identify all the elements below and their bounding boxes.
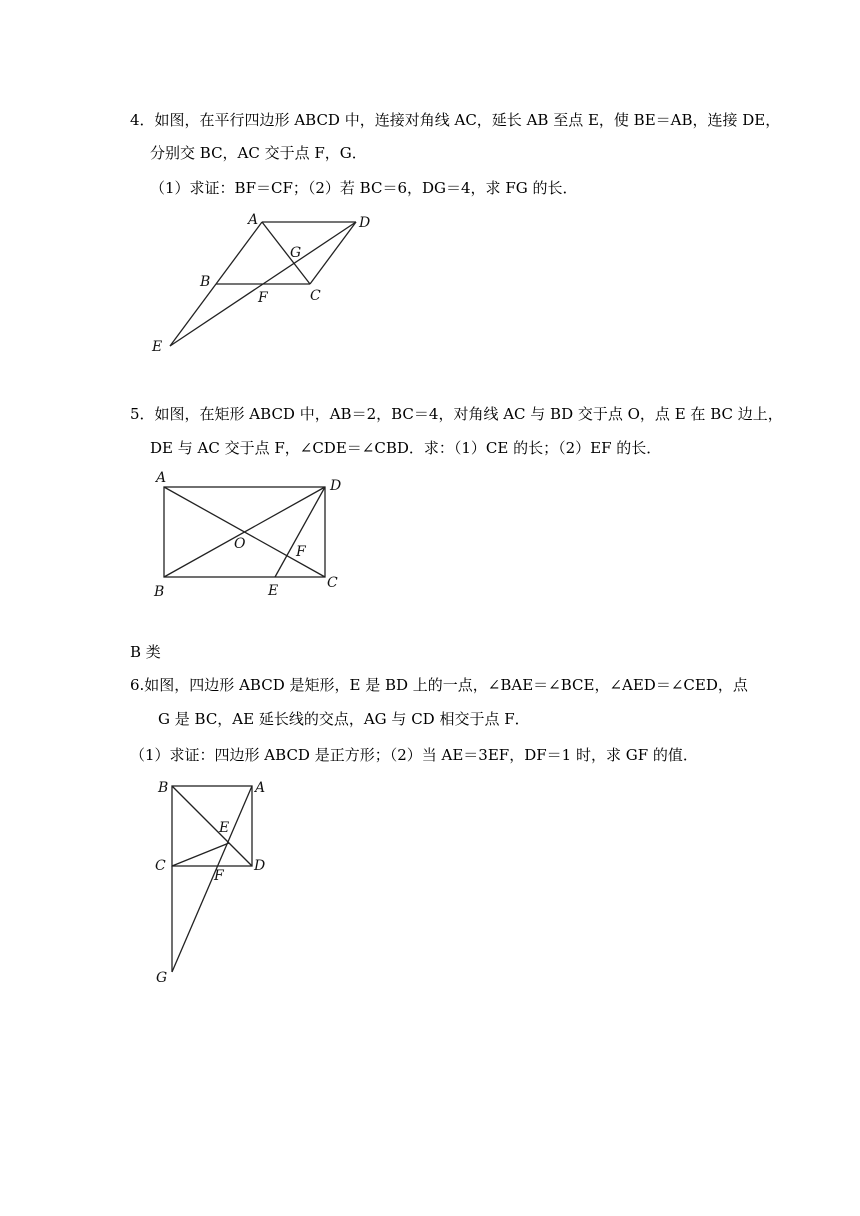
label-d: D xyxy=(359,215,371,231)
q5-line-1: 5．如图，在矩形 ABCD 中，AB＝2，BC＝4，对角线 AC 与 BD 交于点 O，点 E 在 BC 边上， xyxy=(130,405,783,423)
label-g: G xyxy=(156,970,168,986)
q4-line-2: 分别交 BC，AC 交于点 F，G． xyxy=(150,144,367,162)
q4-line-1: 4．如图，在平行四边形 ABCD 中，连接对角线 AC，延长 AB 至点 E，使 BE＝AB，连接 DE， xyxy=(130,111,781,129)
segment-ab xyxy=(216,222,262,284)
label-f: F xyxy=(258,290,268,306)
label-f: F xyxy=(214,868,224,884)
label-b: B xyxy=(200,274,211,290)
segment-be xyxy=(170,284,216,346)
label-a: A xyxy=(255,780,266,796)
q5-line-2: DE 与 AC 交于点 F，∠CDE＝∠CBD．求：（1）CE 的长；（2）EF 的长． xyxy=(150,439,662,457)
q6-line-3: （1）求证：四边形 ABCD 是正方形；（2）当 AE＝3EF，DF＝1 时，求 GF 的值． xyxy=(130,746,698,764)
diagonal-bd xyxy=(172,786,252,866)
label-e: E xyxy=(152,339,163,355)
label-d: D xyxy=(330,478,342,494)
q6-line-1: 6.如图，四边形 ABCD 是矩形，E 是 BD 上的一点，∠BAE＝∠BCE，∠AED＝∠CED，点 xyxy=(130,676,748,694)
label-d: D xyxy=(254,858,266,874)
segment-ac xyxy=(262,222,310,284)
square-diagram xyxy=(150,772,280,992)
label-e: E xyxy=(219,820,230,836)
q4-figure xyxy=(140,205,400,365)
segment-ce xyxy=(172,843,229,866)
label-g: G xyxy=(290,245,302,261)
label-c: C xyxy=(155,858,166,874)
segment-ag xyxy=(172,786,252,972)
rectangle-diagram xyxy=(150,470,360,600)
label-c: C xyxy=(310,288,321,304)
segment-dc xyxy=(310,222,356,284)
parallelogram-diagram xyxy=(140,205,400,365)
label-b: B xyxy=(158,780,169,796)
segment-de xyxy=(170,222,356,346)
label-a: A xyxy=(248,212,259,228)
label-e: E xyxy=(268,583,279,599)
q5-figure xyxy=(150,470,360,600)
q6-line-2: G 是 BC，AE 延长线的交点，AG 与 CD 相交于点 F． xyxy=(158,710,530,728)
label-c: C xyxy=(327,575,338,591)
q4-line-3: （1）求证：BF＝CF；（2）若 BC＝6，DG＝4，求 FG 的长． xyxy=(150,179,578,197)
label-f: F xyxy=(296,544,306,560)
section-b-heading: B 类 xyxy=(130,643,161,661)
q6-figure xyxy=(150,772,280,992)
label-a: A xyxy=(156,470,167,486)
label-b: B xyxy=(154,584,165,600)
label-o: O xyxy=(234,536,246,552)
